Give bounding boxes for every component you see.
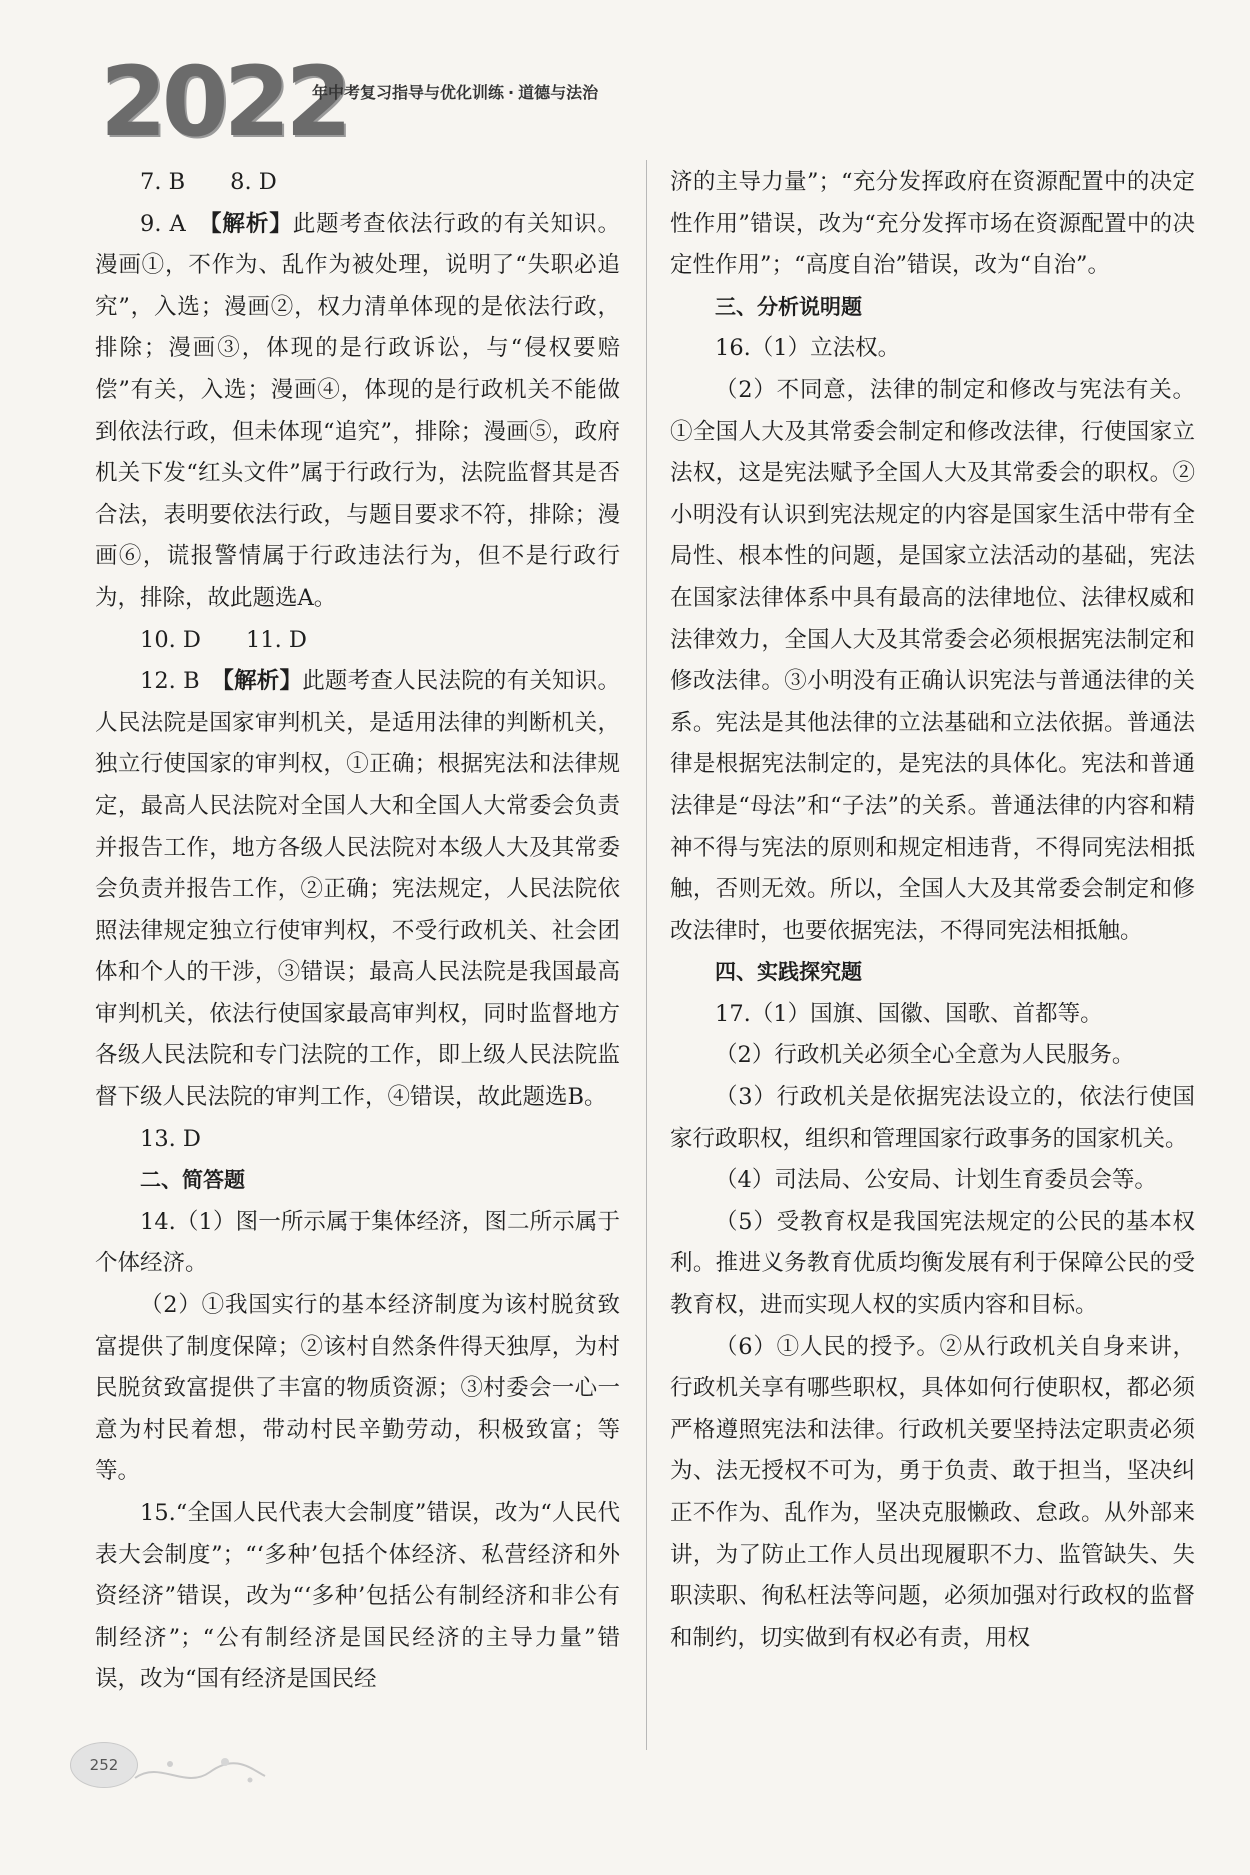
page-header — [100, 46, 1150, 158]
column-divider — [646, 160, 647, 1750]
analysis-tag: 【解析】 — [210, 210, 293, 237]
section-heading: 三、分析说明题 — [715, 294, 862, 319]
page-footer — [70, 1742, 270, 1802]
header-year: 2022 — [100, 46, 348, 158]
answer-paragraph: （2）行政机关必须全心全意为人民服务。 — [715, 1042, 1135, 1069]
answer-paragraph — [95, 661, 620, 1119]
answer-paragraph: 15.“全国人民代表大会制度”错误，改为“人民代表大会制度”；“‘多种’包括个体经济、私营经济和外资经济”错误，改为“‘多种’包括公有制经济和非公有制经济”；“公有制经济是国民经济的主导力量”错误，改为“国有经济是国民经 — [95, 1500, 620, 1693]
section-heading: 四、实践探究题 — [715, 960, 862, 985]
answer-paragraph: （6）①人民的授予。②从行政机关自身来讲，行政机关享有哪些职权，具体如何行使职权，都必须严格遵照宪法和法律。行政机关要坚持法定职责必须为、法无授权不可为，勇于负责、敢于担当，坚决纠正不作为、乱作为，坚决克服懒政、怠政。从外部来讲，为了防止工作人员出现履职不力、监管缺失、失职渎职、徇私枉法等问题，必须加强对行政权的监督和制约，切实做到有权必有责，用权 — [670, 1333, 1195, 1651]
answer-paragraph: 14.（1）图一所示属于集体经济，图二所示属于个体经济。 — [95, 1208, 620, 1277]
subject-name: 道德与法治 — [518, 83, 599, 102]
answer-paragraph: （3）行政机关是依据宪法设立的，依法行使国家行政职权，组织和管理国家行政事务的国家机关。 — [670, 1084, 1195, 1152]
series-name: 年中考复习指导与优化训练 — [312, 83, 505, 102]
answer-paragraph: 16.（1）立法权。 — [715, 335, 901, 362]
analysis-text: 此题考查依法行政的有关知识。漫画①，不作为、乱作为被处理，说明了“失职必追究”，入选；漫画②，权力清单体现的是依法行政，排除；漫画③，体现的是行政诉讼，与“侵权要赔偿”有关，入选；漫画④，体现的是行政机关不能做到依法行政，但未体现“追究”，排除；漫画⑤，政府机关下发“红头文件”属于行政行为，法院监督其是否合法，表明要依法行政，与题目要求不符，排除；漫画⑥，谎报警情属于行政违法行为，但不是行政行为，排除，故此题选A。 — [95, 210, 620, 611]
answer-paragraph: 10. D 11. D — [140, 626, 307, 653]
analysis-tag: 【解析】 — [222, 668, 303, 695]
answer-paragraph: （2）不同意，法律的制定和修改与宪法有关。①全国人大及其常委会制定和修改法律，行使国家立法权，这是宪法赋予全国人大及其常委会的职权。②小明没有认识到宪法规定的内容是国家生活中带有全局性、根本性的问题，是国家立法活动的基础，宪法在国家法律体系中具有最高的法律地位、法律权威和法律效力，全国人大及其常委会必须根据宪法制定和修改法律。③小明没有正确认识宪法与普通法律的关系。宪法是其他法律的立法基础和立法依据。普通法律是根据宪法制定的，是宪法的具体化。宪法和普通法律是“母法”和“子法”的关系。普通法律的内容和精神不得与宪法的原则和规定相违背，不得同宪法相抵触，否则无效。所以，全国人大及其常委会制定和修改法律时，也要依据宪法，不得同宪法相抵触。 — [670, 376, 1195, 944]
answer-paragraph: （2）①我国实行的基本经济制度为该村脱贫致富提供了制度保障；②该村自然条件得天独厚，为村民脱贫致富提供了丰富的物质资源；③村委会一心一意为村民着想，带动村民辛勤劳动，积极致富；等等。 — [95, 1292, 620, 1485]
section-heading: 二、简答题 — [140, 1168, 245, 1193]
analysis-text: 此题考查人民法院的有关知识。人民法院是国家审判机关，是适用法律的判断机关，独立行使国家的审判权，①正确；根据宪法和法律规定，最高人民法院对全国人大和全国人大常委会负责并报告工作，地方各级人民法院对本级人大及其常委会负责并报告工作，②正确；宪法规定，人民法院依照法律规定独立行使审判权，不受行政机关、社会团体和个人的干涉，③错误；最高人民法院是我国最高审判机关，依法行使国家最高审判权，同时监督地方各级人民法院和专门法院的工作，即上级人民法院监督下级人民法院的审判工作，④错误，故此题选B。 — [95, 668, 620, 1111]
answer-paragraph: （4）司法局、公安局、计划生育委员会等。 — [715, 1167, 1157, 1194]
answer-number: 12. B — [140, 668, 223, 695]
left-column — [95, 162, 620, 1701]
answer-number: 9. A — [140, 210, 211, 237]
answer-paragraph: 17.（1）国旗、国徽、国歌、首都等。 — [715, 1000, 1103, 1027]
decorative-swirl-icon — [130, 1750, 270, 1790]
page-number: 252 — [70, 1742, 138, 1788]
answer-paragraph: 7. B 8. D — [140, 169, 277, 195]
series-separator: · — [508, 83, 515, 102]
answer-paragraph: （5）受教育权是我国宪法规定的公民的基本权利。推进义务教育优质均衡发展有利于保障公民的受教育权，进而实现人权的实质内容和目标。 — [670, 1208, 1195, 1319]
answer-paragraph — [95, 204, 620, 620]
right-column — [670, 162, 1195, 1659]
answer-paragraph: 13. D — [140, 1125, 201, 1152]
answer-paragraph: 济的主导力量”；“充分发挥政府在资源配置中的决定性作用”错误，改为“充分发挥市场在资源配置中的决定性作用”；“高度自治”错误，改为“自治”。 — [670, 169, 1195, 279]
header-series-title — [312, 80, 598, 103]
